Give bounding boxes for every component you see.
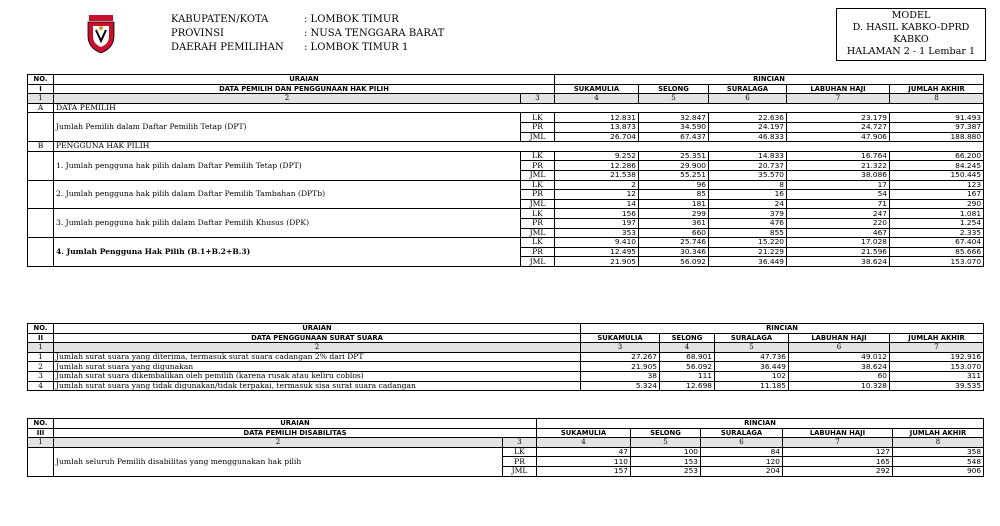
value-cell: 2.335 — [890, 228, 984, 238]
value-cell: 29.900 — [639, 161, 709, 171]
data-row — [28, 362, 984, 372]
value-cell: 96 — [639, 180, 709, 190]
column-index: 1 — [28, 94, 54, 104]
gender-code: PR — [521, 190, 555, 200]
value-cell: 906 — [893, 466, 984, 476]
value-cell: 71 — [787, 199, 890, 209]
value-cell: 358 — [893, 447, 984, 457]
section-number: III — [28, 428, 54, 438]
data-row — [28, 209, 984, 219]
value-cell: 47 — [537, 447, 631, 457]
model-box — [836, 8, 986, 61]
value-cell: 127 — [783, 447, 893, 457]
item-label: 2. Jumlah pengguna hak pilih dalam Daftar Pemilih Tambahan (DPTb) — [54, 180, 521, 209]
col-rincian-header: RINCIAN — [537, 419, 984, 429]
value-cell: 181 — [639, 199, 709, 209]
value-cell: 66.200 — [890, 151, 984, 161]
value-cell: 55.251 — [639, 170, 709, 180]
value-cell: 10.328 — [789, 381, 890, 391]
gender-code: JML — [521, 228, 555, 238]
data-row — [28, 447, 984, 457]
district-header: SURALAGA — [701, 428, 783, 438]
row-no-cell — [28, 180, 54, 209]
col-uraian-header: URAIAN — [54, 75, 555, 85]
value-cell: 38.624 — [787, 257, 890, 267]
row-no: 1 — [28, 352, 54, 362]
column-index: 8 — [893, 438, 984, 448]
row-no: 4 — [28, 381, 54, 391]
data-row — [28, 238, 984, 248]
column-index: 8 — [890, 94, 984, 104]
column-index: 3 — [503, 438, 537, 448]
gender-code: LK — [521, 180, 555, 190]
group-code: A — [28, 103, 54, 113]
value-cell: 9.410 — [555, 238, 639, 248]
value-cell: 16.764 — [787, 151, 890, 161]
value-cell: 188.880 — [890, 132, 984, 142]
group-row — [28, 103, 984, 113]
value-cell: 292 — [783, 466, 893, 476]
item-label: Jumlah surat suara yang digunakan — [54, 362, 581, 372]
disability-voters-table — [27, 418, 984, 477]
col-uraian-header: URAIAN — [54, 419, 537, 429]
gender-code: JML — [521, 199, 555, 209]
gender-code: LK — [521, 238, 555, 248]
col-no-header: NO. — [28, 324, 54, 334]
item-label: Jumlah Pemilih dalam Daftar Pemilih Tetap (DPT) — [54, 113, 521, 142]
value-cell: 21.905 — [555, 257, 639, 267]
region-header — [171, 13, 444, 55]
value-cell: 54 — [787, 190, 890, 200]
value-cell: 67.404 — [890, 238, 984, 248]
row-no: 2 — [28, 362, 54, 372]
group-title: DATA PEMILIH — [54, 103, 984, 113]
value-cell: 197 — [555, 218, 639, 228]
value-cell: 21.596 — [787, 247, 890, 257]
value-cell: 85.666 — [890, 247, 984, 257]
value-cell: 192.916 — [890, 352, 984, 362]
value-cell: 361 — [639, 218, 709, 228]
data-row — [28, 352, 984, 362]
group-code: B — [28, 142, 54, 152]
value-cell: 660 — [639, 228, 709, 238]
district-header: LABUHAN HAJI — [783, 428, 893, 438]
column-index-row — [28, 438, 984, 448]
value-cell: 85 — [639, 190, 709, 200]
row-no-cell — [28, 113, 54, 142]
value-cell: 35.570 — [709, 170, 787, 180]
value-cell: 14 — [555, 199, 639, 209]
voter-data-table — [27, 74, 984, 267]
district-header: SELONG — [631, 428, 701, 438]
gender-code: JML — [521, 132, 555, 142]
region-value: : LOMBOK TIMUR 1 — [304, 42, 409, 53]
row-no-cell — [28, 238, 54, 267]
value-cell: 46.833 — [709, 132, 787, 142]
value-cell: 22.636 — [709, 113, 787, 123]
column-index: 7 — [783, 438, 893, 448]
column-index: 1 — [28, 343, 54, 353]
gender-code: PR — [521, 218, 555, 228]
district-header: SUKAMULIA — [555, 84, 639, 94]
region-value: : NUSA TENGGARA BARAT — [304, 28, 445, 39]
item-label: Jumlah seluruh Pemilih disabilitas yang menggunakan hak pilih — [54, 447, 503, 476]
value-cell: 15.220 — [709, 238, 787, 248]
region-label: PROVINSI — [171, 28, 225, 39]
ballot-usage-table — [27, 323, 984, 391]
value-cell: 17.028 — [787, 238, 890, 248]
value-cell: 1.081 — [890, 209, 984, 219]
row-no: 3 — [28, 371, 54, 381]
column-index: 7 — [787, 94, 890, 104]
value-cell: 38.624 — [789, 362, 890, 372]
column-index: 7 — [890, 343, 984, 353]
data-row — [28, 371, 984, 381]
column-index: 6 — [701, 438, 783, 448]
gender-code: PR — [521, 161, 555, 171]
value-cell: 25.746 — [639, 238, 709, 248]
section-title: DATA PEMILIH DISABILITAS — [54, 428, 537, 438]
value-cell: 8 — [709, 180, 787, 190]
value-cell: 30.346 — [639, 247, 709, 257]
data-row — [28, 151, 984, 161]
value-cell: 21.905 — [581, 362, 660, 372]
section-number: II — [28, 333, 54, 343]
row-no-cell — [28, 447, 54, 476]
value-cell: 204 — [701, 466, 783, 476]
value-cell: 60 — [789, 371, 890, 381]
value-cell: 120 — [701, 457, 783, 467]
col-rincian-header: RINCIAN — [555, 75, 984, 85]
item-label: 4. Jumlah Pengguna Hak Pilih (B.1+B.2+B.3) — [54, 238, 521, 267]
gender-code: LK — [521, 113, 555, 123]
value-cell: 353 — [555, 228, 639, 238]
gender-code: PR — [521, 122, 555, 132]
gender-code: LK — [521, 209, 555, 219]
value-cell: 32.847 — [639, 113, 709, 123]
kpu-logo — [84, 14, 118, 54]
district-header: LABUHAN HAJI — [787, 84, 890, 94]
district-header: JUMLAH AKHIR — [890, 84, 984, 94]
column-index: 3 — [581, 343, 660, 353]
value-cell: 5.324 — [581, 381, 660, 391]
value-cell: 21.538 — [555, 170, 639, 180]
district-header: LABUHAN HAJI — [789, 333, 890, 343]
column-index: 4 — [537, 438, 631, 448]
column-index: 1 — [28, 438, 54, 448]
value-cell: 17 — [787, 180, 890, 190]
col-no-header: NO. — [28, 75, 54, 85]
column-index-row — [28, 94, 984, 104]
value-cell: 26.704 — [555, 132, 639, 142]
value-cell: 24 — [709, 199, 787, 209]
value-cell: 253 — [631, 466, 701, 476]
value-cell: 153.070 — [890, 362, 984, 372]
value-cell: 14.833 — [709, 151, 787, 161]
value-cell: 11.185 — [715, 381, 789, 391]
value-cell: 165 — [783, 457, 893, 467]
section-title: DATA PEMILIH DAN PENGGUNAAN HAK PILIH — [54, 84, 555, 94]
column-index: 4 — [555, 94, 639, 104]
value-cell: 47.736 — [715, 352, 789, 362]
row-no-cell — [28, 209, 54, 238]
column-index: 6 — [789, 343, 890, 353]
section-title: DATA PENGGUNAAN SURAT SUARA — [54, 333, 581, 343]
column-index: 2 — [54, 94, 521, 104]
value-cell: 111 — [660, 371, 715, 381]
column-index: 3 — [521, 94, 555, 104]
district-header: SURALAGA — [715, 333, 789, 343]
district-header: JUMLAH AKHIR — [893, 428, 984, 438]
value-cell: 476 — [709, 218, 787, 228]
value-cell: 153 — [631, 457, 701, 467]
column-index: 5 — [631, 438, 701, 448]
value-cell: 25.351 — [639, 151, 709, 161]
item-label: Jumlah surat suara yang diterima, termasuk surat suara cadangan 2% dari DPT — [54, 352, 581, 362]
value-cell: 290 — [890, 199, 984, 209]
value-cell: 855 — [709, 228, 787, 238]
district-header: SURALAGA — [709, 84, 787, 94]
region-value: : LOMBOK TIMUR — [304, 14, 399, 25]
value-cell: 13.873 — [555, 122, 639, 132]
district-header: SELONG — [639, 84, 709, 94]
value-cell: 24.727 — [787, 122, 890, 132]
column-index-row — [28, 343, 984, 353]
col-no-header: NO. — [28, 419, 54, 429]
value-cell: 12.286 — [555, 161, 639, 171]
value-cell: 27.267 — [581, 352, 660, 362]
value-cell: 36.449 — [715, 362, 789, 372]
model-line: MODEL — [891, 10, 931, 21]
value-cell: 247 — [787, 209, 890, 219]
value-cell: 36.449 — [709, 257, 787, 267]
value-cell: 56.092 — [660, 362, 715, 372]
group-row — [28, 142, 984, 152]
data-row — [28, 180, 984, 190]
value-cell: 47.906 — [787, 132, 890, 142]
district-header: SUKAMULIA — [537, 428, 631, 438]
value-cell: 548 — [893, 457, 984, 467]
value-cell: 123 — [890, 180, 984, 190]
value-cell: 153.070 — [890, 257, 984, 267]
column-index: 2 — [54, 438, 503, 448]
value-cell: 220 — [787, 218, 890, 228]
value-cell: 167 — [890, 190, 984, 200]
gender-code: LK — [503, 447, 537, 457]
data-row — [28, 113, 984, 123]
value-cell: 39.535 — [890, 381, 984, 391]
column-index: 5 — [639, 94, 709, 104]
value-cell: 311 — [890, 371, 984, 381]
item-label: Jumlah surat suara yang tidak digunakan/tidak terpakai, termasuk sisa surat suara cadangan — [54, 381, 581, 391]
value-cell: 467 — [787, 228, 890, 238]
value-cell: 97.387 — [890, 122, 984, 132]
value-cell: 299 — [639, 209, 709, 219]
value-cell: 38.086 — [787, 170, 890, 180]
value-cell: 84.245 — [890, 161, 984, 171]
data-row — [28, 381, 984, 391]
value-cell: 38 — [581, 371, 660, 381]
value-cell: 16 — [709, 190, 787, 200]
col-uraian-header: URAIAN — [54, 324, 581, 334]
model-line: D. HASIL KABKO-DPRD — [852, 22, 970, 33]
item-label: 3. Jumlah pengguna hak pilih dalam Daftar Pemilih Khusus (DPK) — [54, 209, 521, 238]
district-header: SELONG — [660, 333, 715, 343]
value-cell: 84 — [701, 447, 783, 457]
district-header: SUKAMULIA — [581, 333, 660, 343]
value-cell: 24.197 — [709, 122, 787, 132]
gender-code: PR — [503, 457, 537, 467]
gender-code: LK — [521, 151, 555, 161]
value-cell: 100 — [631, 447, 701, 457]
value-cell: 379 — [709, 209, 787, 219]
gender-code: JML — [521, 170, 555, 180]
column-index: 6 — [709, 94, 787, 104]
row-no-cell — [28, 151, 54, 180]
value-cell: 67.437 — [639, 132, 709, 142]
value-cell: 56.092 — [639, 257, 709, 267]
value-cell: 150.445 — [890, 170, 984, 180]
region-label: DAERAH PEMILIHAN — [171, 42, 284, 53]
gender-code: PR — [521, 247, 555, 257]
col-rincian-header: RINCIAN — [581, 324, 984, 334]
region-label: KABUPATEN/KOTA — [171, 14, 269, 25]
value-cell: 20.737 — [709, 161, 787, 171]
column-index: 2 — [54, 343, 581, 353]
model-line: HALAMAN 2 - 1 Lembar 1 — [846, 46, 976, 57]
value-cell: 34.590 — [639, 122, 709, 132]
value-cell: 2 — [555, 180, 639, 190]
item-label: Jumlah surat suara dikembalikan oleh pemilih (karena rusak atau keliru coblos) — [54, 371, 581, 381]
value-cell: 91.493 — [890, 113, 984, 123]
value-cell: 9.252 — [555, 151, 639, 161]
district-header: JUMLAH AKHIR — [890, 333, 984, 343]
value-cell: 156 — [555, 209, 639, 219]
gender-code: JML — [503, 466, 537, 476]
value-cell: 110 — [537, 457, 631, 467]
value-cell: 1.254 — [890, 218, 984, 228]
item-label: 1. Jumlah pengguna hak pilih dalam Daftar Pemilih Tetap (DPT) — [54, 151, 521, 180]
column-index: 4 — [660, 343, 715, 353]
section-number: I — [28, 84, 54, 94]
value-cell: 21.322 — [787, 161, 890, 171]
column-index: 5 — [715, 343, 789, 353]
model-line: KABKO — [893, 34, 929, 45]
value-cell: 68.901 — [660, 352, 715, 362]
value-cell: 12.831 — [555, 113, 639, 123]
gender-code: JML — [521, 257, 555, 267]
value-cell: 12.495 — [555, 247, 639, 257]
value-cell: 157 — [537, 466, 631, 476]
value-cell: 12.698 — [660, 381, 715, 391]
value-cell: 49.012 — [789, 352, 890, 362]
value-cell: 21.229 — [709, 247, 787, 257]
value-cell: 23.179 — [787, 113, 890, 123]
value-cell: 12 — [555, 190, 639, 200]
value-cell: 102 — [715, 371, 789, 381]
group-title: PENGGUNA HAK PILIH — [54, 142, 984, 152]
